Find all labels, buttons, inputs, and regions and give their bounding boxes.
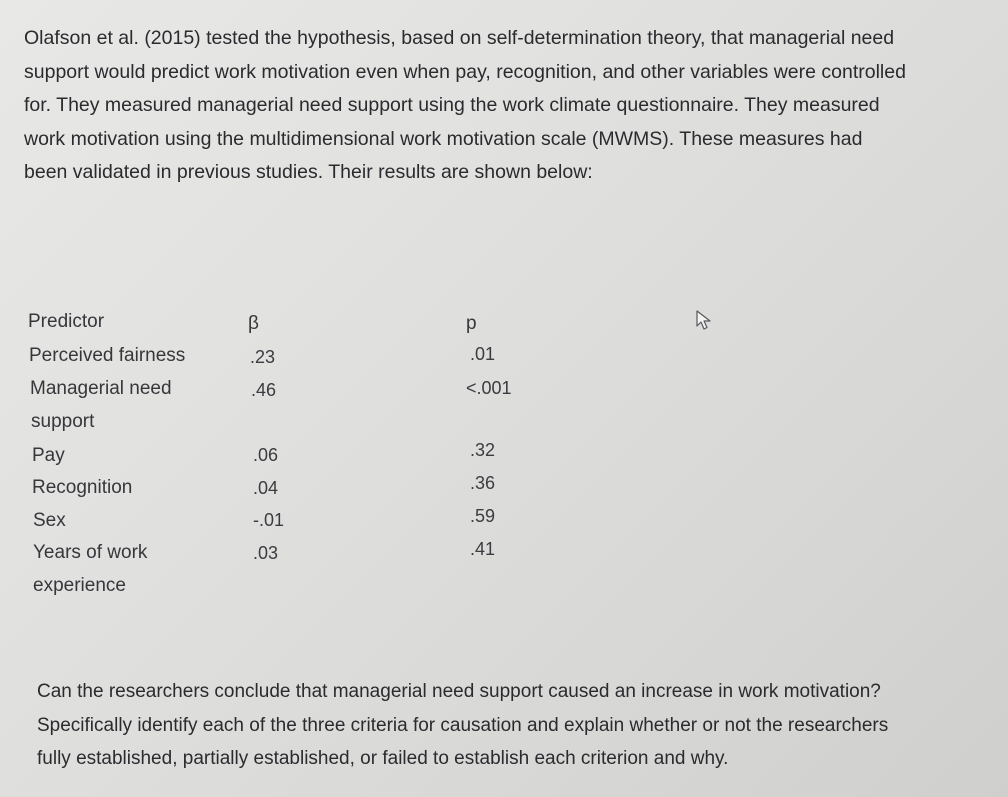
row-beta: -.01 — [253, 510, 285, 530]
row-predictor: Pay — [32, 445, 65, 466]
intro-line: support would predict work motivation even when pay, recognition, and other variables were controlled — [24, 60, 906, 83]
row-predictor: Sex — [33, 510, 66, 531]
row-p: .59 — [470, 506, 496, 526]
question-line: Can the researchers conclude that managerial need support caused an increase in work motivation? — [37, 681, 881, 702]
row-p: <.001 — [466, 378, 512, 398]
row-p: .32 — [470, 440, 496, 460]
header-p: p — [466, 313, 477, 334]
row-predictor: Managerial need — [30, 378, 172, 399]
question-line: Specifically identify each of the three criteria for causation and explain whether or not the researchers — [37, 714, 889, 736]
intro-line: Olafson et al. (2015) tested the hypothesis, based on self-determination theory, that managerial need — [24, 27, 895, 49]
row-predictor: Years of work — [33, 542, 148, 563]
row-beta: .06 — [253, 445, 279, 465]
row-predictor: Recognition — [32, 477, 133, 498]
row-beta: .46 — [251, 380, 277, 400]
header-predictor: Predictor — [28, 311, 105, 332]
row-p: .41 — [470, 539, 496, 559]
row-predictor-continued: experience — [33, 575, 126, 596]
intro-line: work motivation using the multidimensional work motivation scale (MWMS). These measures had — [24, 127, 863, 150]
intro-line: for. They measured managerial need support using the work climate questionnaire. They measured — [24, 94, 880, 116]
mouse-pointer-icon — [694, 309, 714, 331]
question-line: fully established, partially established, or failed to establish each criterion and why. — [37, 748, 729, 769]
question-paragraph — [37, 675, 997, 776]
row-beta: .03 — [253, 543, 279, 563]
row-beta: .23 — [250, 347, 276, 367]
header-beta: β — [248, 313, 259, 334]
row-predictor-continued: support — [31, 411, 95, 432]
intro-paragraph — [24, 22, 994, 190]
row-beta: .04 — [253, 478, 279, 498]
row-p: .01 — [470, 344, 496, 364]
row-predictor: Perceived fairness — [29, 345, 186, 366]
intro-line: been validated in previous studies. Their results are shown below: — [24, 161, 593, 183]
row-p: .36 — [470, 473, 496, 493]
